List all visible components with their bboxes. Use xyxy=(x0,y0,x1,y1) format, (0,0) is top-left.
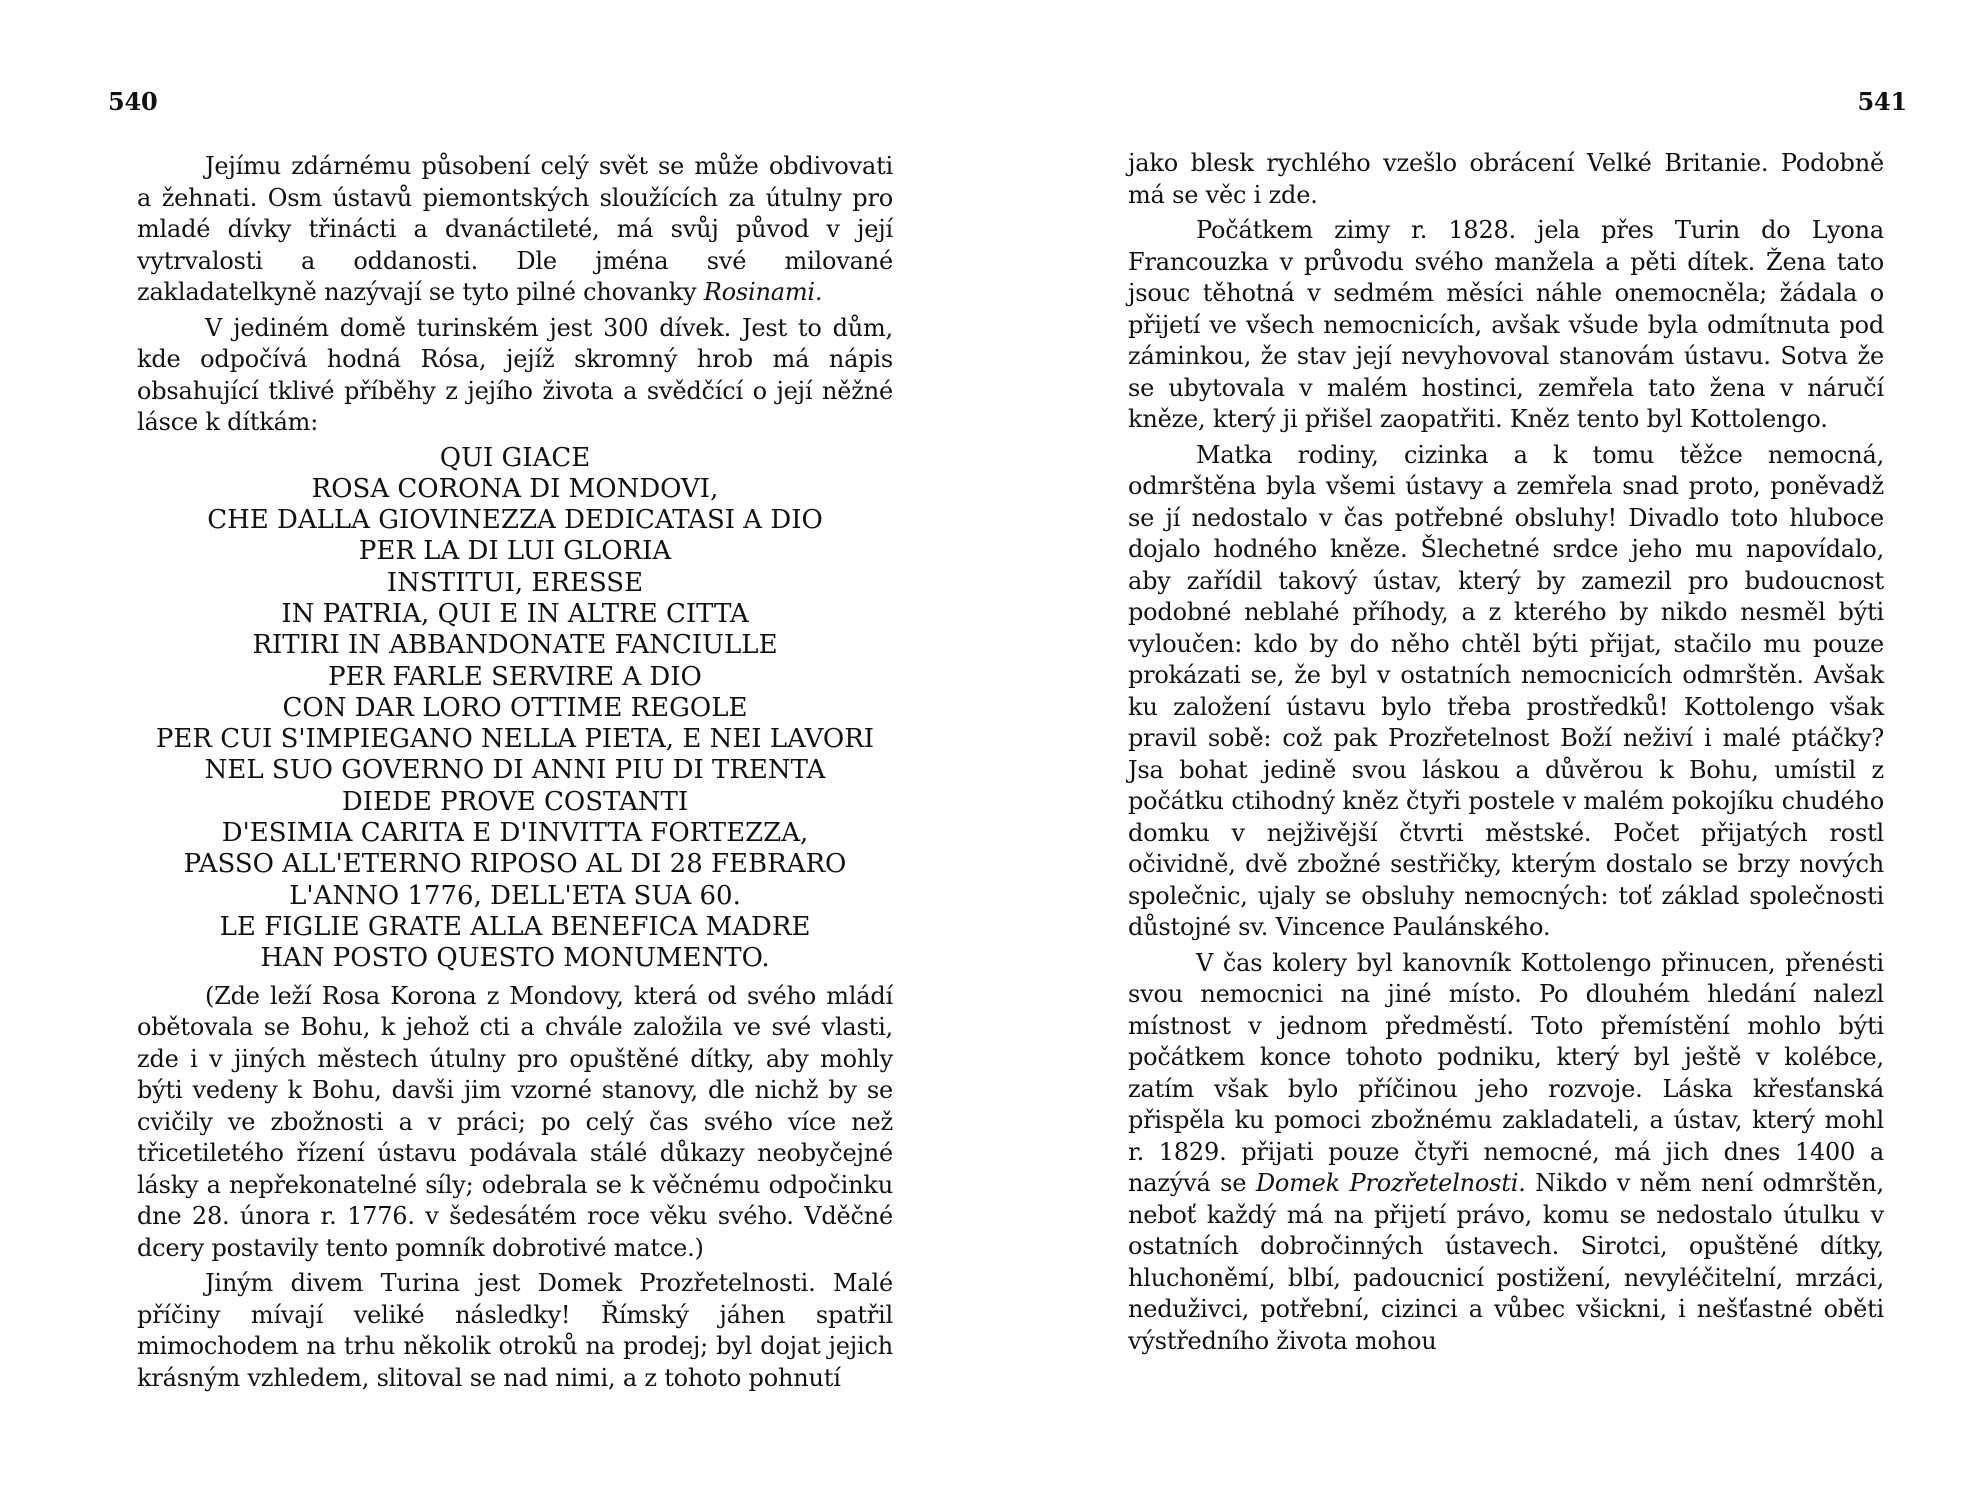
epitaph-line: PER CUI S'IMPIEGANO NELLA PIETA, E NEI LAVORI xyxy=(155,724,875,755)
right-paragraph-4 xyxy=(1128,948,1884,1358)
left-paragraph-1-text: Jejímu zdárnému působení celý svět se může obdivovati a žehnati. Osm ústavů piemontských sloužících za útulny pro mladé dívky třinácti a dvanáctileté, má svůj původ v její vytrvalosti a oddanosti. Dle jména své milované zakladatelkyně nazývají se tyto pilné chovanky xyxy=(137,152,893,306)
epitaph-line: PER LA DI LUI GLORIA xyxy=(358,536,672,567)
left-paragraph-3: (Zde leží Rosa Korona z Mondovy, která od svého mládí obětovala se Bohu, k jehož cti a chvále založila ve své vlasti, zde i v jiných městech útulny pro opuštěné dítky, aby mohly býti vedeny k Bohu, davši jim vzorné stanovy, dle nichž by se cvičily ve zbožnosti a v práci; po celý čas svého více než třicetiletého řízení ústavu podávala stálé důkazy neobyčejné lásky a nepřekonatelné síly; odebrala se k věčnému odpočinku dne 28. února r. 1776. v šedesátém roce věku svého. Vděčné dcery postavily tento pomník dobrotivé matce.) xyxy=(137,981,893,1262)
epitaph-line: CHE DALLA GIOVINEZZA DEDICATASI A DIO xyxy=(207,505,823,536)
right-paragraph-2: Počátkem zimy r. 1828. jela přes Turin do Lyona Francouzka v průvodu svého manžela a pěti dítek. Žena tato jsouc těhotná v sedmém měsíci náhle onemocněla; žádala o přijetí ve všech nemocnicích, avšak všude byla odmítnuta pod záminkou, že stav její nevyhovoval stanovám ústavu. Sotva že se ubytovala v malém hostinci, zemřela tato žena v náručí kněze, který ji přišel zaopatřiti. Kněz tento byl Kottolengo. xyxy=(1128,216,1884,433)
page-number-right: 541 xyxy=(1857,87,1907,116)
right-page-text xyxy=(1128,148,1884,1361)
left-page xyxy=(108,0,893,1501)
epitaph-line: CON DAR LORO OTTIME REGOLE xyxy=(282,692,748,723)
epitaph-line: RITIRI IN ABBANDONATE FANCIULLE xyxy=(252,630,778,661)
right-paragraph-4-text-b: Nikdo v něm není odmrštěn, neboť každý má na přijetí právo, komu se nedostalo útulku v ostatních dobročinných ústavech. Sirotci, opuštěné dítky, hluchoněmí, blbí, padoucnicí postižení, nevyléčitelní, mrzáci, neduživci, potřební, cizinci a vůbec všickni, i nešťastné oběti výstředního života mohou xyxy=(1128,1169,1884,1355)
right-paragraph-1: jako blesk rychlého vzešlo obrácení Velké Britanie. Podobně má se věc i zde. xyxy=(1128,149,1884,209)
rosinami-italic: Rosinami. xyxy=(703,278,823,306)
right-paragraph-4-text-a: V čas kolery byl kanovník Kottolengo přinucen, přenésti svou nemocnici na jiné místo. Po dlouhém hledání nalezl místnost v jednom předměstí. Toto přemístění mohlo býti počátkem konce tohoto podniku, který byl ještě v kolébce, zatím však bylo příčinou jeho rozvoje. Láska křesťanská přispěla ku pomoci zbožnému zakladateli, a ústav, který mohl r. 1829. přijati pouze čtyři nemocné, má jich dnes 1400 a nazývá se xyxy=(1128,948,1884,1197)
epitaph-line: PER FARLE SERVIRE A DIO xyxy=(328,661,702,692)
left-paragraph-4: Jiným divem Turina jest Domek Prozřetelnosti. Malé příčiny mívají veliké následky! Římský jáhen spatřil mimochodem na trhu několik otroků na prodej; byl dojat jejich krásným vzhledem, slitoval se nad nimi, a z tohoto pohnutí xyxy=(137,1269,893,1392)
right-page xyxy=(1128,0,1907,1501)
left-page-text xyxy=(137,151,893,1398)
epitaph-line: D'ESIMIA CARITA E D'INVITTA FORTEZZA, xyxy=(221,818,809,849)
page-number-left: 540 xyxy=(108,87,158,116)
left-paragraph-2: V jediném domě turinském jest 300 dívek. Jest to dům, kde odpočívá hodná Rósa, jejíž skromný hrob má nápis obsahující tklivé příběhy z jejího života a svědčící o její něžné lásce k dítkám: xyxy=(137,313,893,436)
epitaph-line: LE FIGLIE GRATE ALLA BENEFICA MADRE xyxy=(219,911,811,942)
epitaph-line: IN PATRIA, QUI E IN ALTRE CITTA xyxy=(281,598,749,629)
epitaph-line: HAN POSTO QUESTO MONUMENTO. xyxy=(260,943,770,974)
epitaph-inscription xyxy=(137,443,893,975)
epitaph-line: L'ANNO 1776, DELL'ETA SUA 60. xyxy=(289,880,741,911)
right-paragraph-3: Matka rodiny, cizinka a k tomu těžce nemocná, odmrštěna byla všemi ústavy a zemřela snad proto, poněvadž se jí nedostalo v čas potřebné obsluhy! Divadlo toto hluboce dojalo hodného kněze. Šlechetné srdce jeho mu napovídalo, aby zařídil takový ústav, který by zamezil pro budoucnost podobné neblahé příhody, a z kterého by nikdo nesměl býti vyloučen: kdo by do něho chtěl býti přijat, stačilo mu pouze prokázati se, že byl v ostatních nemocnicích odmrštěn. Avšak ku založení ústavu bylo třeba prostředků! Kottolengo však pravil sobě: což pak Prozřetelnost Boží neživí i malé ptáčky? Jsa bohat jedině svou láskou a důvěrou k Bohu, umístil z počátku ctihodný kněz čtyři postele v malém pokojíku chudého domku v nejživější čtvrti městské. Počet přijatých rostl očividně, dvě zbožné sestřičky, kterým dostalo se brzy nových společnic, ujaly se obsluhy nemocných: toť základ společnosti důstojné sv. Vincence Paulánského. xyxy=(1128,440,1884,941)
epitaph-line: QUI GIACE xyxy=(439,442,591,473)
epitaph-line: PASSO ALL'ETERNO RIPOSO AL DI 28 FEBRARO xyxy=(183,849,847,880)
domek-prozretelnosti-italic: Domek Prozřetelnosti. xyxy=(1255,1169,1526,1197)
epitaph-line: DIEDE PROVE COSTANTI xyxy=(341,786,689,817)
epitaph-line: ROSA CORONA DI MONDOVI, xyxy=(311,473,719,504)
left-paragraph-1 xyxy=(137,151,893,309)
epitaph-line: NEL SUO GOVERNO DI ANNI PIU DI TRENTA xyxy=(204,755,826,786)
epitaph-line: INSTITUI, ERESSE xyxy=(386,567,644,598)
